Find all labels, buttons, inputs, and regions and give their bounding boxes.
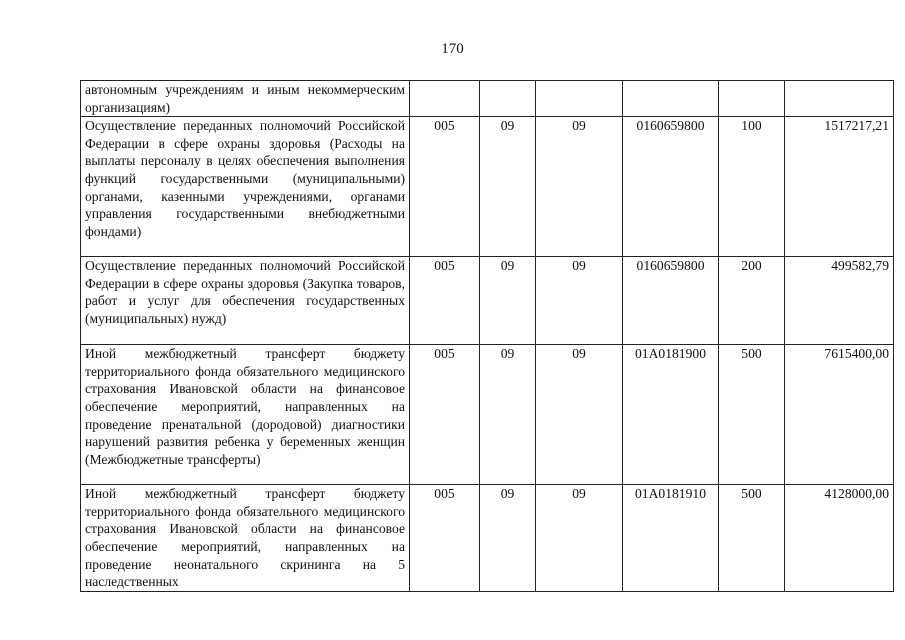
budget-table — [80, 80, 894, 592]
ministry-code: 005 — [410, 257, 480, 345]
table-row — [81, 485, 894, 592]
target-article-code — [623, 81, 719, 117]
expense-type-code: 500 — [719, 485, 785, 592]
ministry-code — [410, 81, 480, 117]
row-description: Иной межбюджетный трансферт бюджету территориального фонда обязательного медицинского страхования Ивановской области на финансовое обеспечение мероприятий, направленных на проведение пренатальной (дородовой) диагностики нарушений развития ребенка у беременных женщин (Межбюджетные трансферты) — [81, 345, 410, 485]
table-row — [81, 81, 894, 117]
amount: 499582,79 — [785, 257, 894, 345]
ministry-code: 005 — [410, 117, 480, 257]
ministry-code: 005 — [410, 345, 480, 485]
subsection-code: 09 — [536, 345, 623, 485]
target-article-code: 0160659800 — [623, 117, 719, 257]
ministry-code: 005 — [410, 485, 480, 592]
page-number: 170 — [441, 41, 464, 57]
row-description: Осуществление переданных полномочий Российской Федерации в сфере охраны здоровья (Расходы на выплаты персоналу в целях обеспечения выполнения функций государственными (муниципальными) органами, казенными учреждениями, органами управления государственными внебюджетными фондами) — [81, 117, 410, 257]
section-code: 09 — [480, 257, 536, 345]
table-row — [81, 257, 894, 345]
subsection-code: 09 — [536, 117, 623, 257]
target-article-code: 01А0181910 — [623, 485, 719, 592]
amount: 7615400,00 — [785, 345, 894, 485]
target-article-code: 0160659800 — [623, 257, 719, 345]
expense-type-code: 500 — [719, 345, 785, 485]
amount — [785, 81, 894, 117]
amount: 4128000,00 — [785, 485, 894, 592]
expense-type-code: 200 — [719, 257, 785, 345]
target-article-code: 01А0181900 — [623, 345, 719, 485]
section-code: 09 — [480, 117, 536, 257]
row-description: Осуществление переданных полномочий Российской Федерации в сфере охраны здоровья (Закупка товаров, работ и услуг для обеспечения государственных (муниципальных) нужд) — [81, 257, 410, 345]
subsection-code — [536, 81, 623, 117]
amount: 1517217,21 — [785, 117, 894, 257]
section-code: 09 — [480, 485, 536, 592]
subsection-code: 09 — [536, 257, 623, 345]
section-code: 09 — [480, 345, 536, 485]
table-row — [81, 117, 894, 257]
row-description: Иной межбюджетный трансферт бюджету территориального фонда обязательного медицинского страхования Ивановской области на финансовое обеспечение мероприятий, направленных на проведение неонатального скрининга на 5 наследственных — [81, 485, 410, 592]
expense-type-code — [719, 81, 785, 117]
row-description: автономным учреждениям и иным некоммерческим организациям) — [81, 81, 410, 117]
expense-type-code: 100 — [719, 117, 785, 257]
section-code — [480, 81, 536, 117]
table-row — [81, 345, 894, 485]
subsection-code: 09 — [536, 485, 623, 592]
